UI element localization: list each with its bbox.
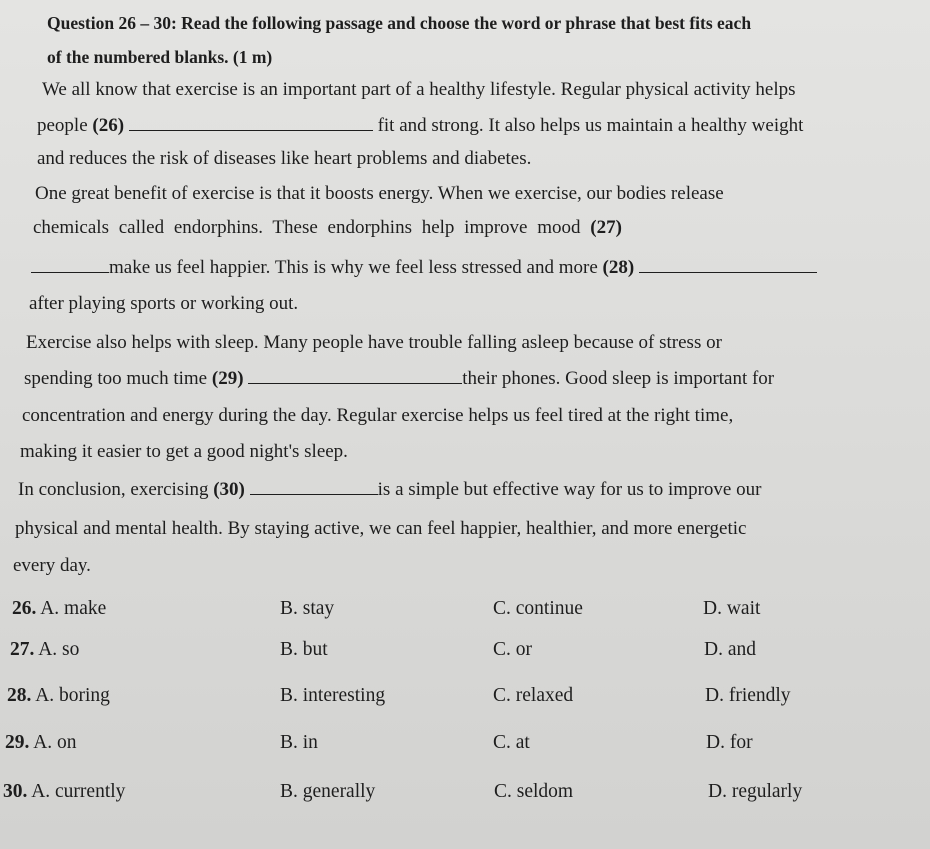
option-28-a[interactable]: A. boring: [35, 685, 110, 706]
option-26-a[interactable]: A. make: [40, 598, 107, 619]
passage-line: after playing sports or working out.: [29, 293, 299, 314]
passage-line-26: [37, 114, 803, 138]
blank-number-29: (29): [211, 368, 244, 389]
passage-line: We all know that exercise is an important part of a healthy lifestyle. Regular physical activity helps: [42, 79, 796, 100]
passage-line-30: [18, 478, 761, 502]
option-27-b[interactable]: B. but: [280, 639, 328, 660]
passage-line: every day.: [13, 555, 91, 576]
question-28-number: 28. A. boring: [7, 685, 110, 706]
option-29-b[interactable]: B. in: [280, 732, 318, 753]
question-30-number: 30. A. currently: [3, 781, 126, 802]
passage-text: spending too much time: [24, 368, 208, 389]
passage-text: people: [37, 115, 88, 136]
option-30-a[interactable]: A. currently: [31, 781, 126, 802]
blank-29: [248, 367, 462, 384]
option-29-a[interactable]: A. on: [33, 732, 77, 753]
passage-text: In conclusion, exercising: [18, 479, 209, 500]
option-28-b[interactable]: B. interesting: [280, 685, 386, 706]
passage-line: concentration and energy during the day. Regular exercise helps us feel tired at the right time,: [22, 405, 734, 426]
option-28-c[interactable]: C. relaxed: [493, 685, 574, 706]
passage-text: their phones. Good sleep is important for: [462, 368, 775, 389]
passage-line: making it easier to get a good night's sleep.: [20, 441, 348, 462]
question-heading-line-1: Question 26 – 30: Read the following passage and choose the word or phrase that best fits each: [47, 13, 752, 33]
question-heading-line-2: of the numbered blanks. (1 m): [47, 47, 273, 67]
question-29-number: 29. A. on: [5, 732, 77, 753]
question-26-number: 26. A. make: [12, 598, 107, 619]
option-26-c[interactable]: C. continue: [493, 598, 583, 619]
blank-number-27: (27): [590, 217, 622, 238]
blank-number-28: (28): [602, 257, 635, 278]
blank-28: [639, 256, 817, 273]
passage-line: One great benefit of exercise is that it boosts energy. When we exercise, our bodies release: [35, 183, 724, 204]
passage-line-27: [33, 216, 622, 240]
passage-line: physical and mental health. By staying active, we can feel happier, healthier, and more energetic: [15, 518, 747, 539]
blank-27: [31, 256, 109, 273]
question-27-number: 27. A. so: [10, 639, 80, 660]
passage-text: chemicals called endorphins. These endorphins help improve mood: [33, 217, 581, 238]
option-26-b[interactable]: B. stay: [280, 598, 335, 619]
passage-line: and reduces the risk of diseases like heart problems and diabetes.: [37, 148, 532, 169]
option-29-d[interactable]: D. for: [706, 732, 753, 753]
passage-line: Exercise also helps with sleep. Many people have trouble falling asleep because of stress or: [26, 332, 722, 353]
passage-text: is a simple but effective way for us to improve our: [377, 479, 762, 500]
option-26-d[interactable]: D. wait: [703, 598, 761, 619]
option-27-a[interactable]: A. so: [38, 639, 80, 660]
passage-text: fit and strong. It also helps us maintain a healthy weight: [377, 115, 804, 136]
passage-text: make us feel happier. This is why we feel less stressed and more: [109, 257, 598, 278]
blank-30: [250, 478, 378, 495]
option-28-d[interactable]: D. friendly: [705, 685, 791, 706]
option-29-c[interactable]: C. at: [493, 732, 530, 753]
passage-line-28: [31, 256, 817, 280]
option-30-d[interactable]: D. regularly: [708, 781, 803, 802]
blank-number-26: (26): [92, 115, 125, 136]
passage-line-29: [24, 367, 774, 391]
blank-number-30: (30): [213, 479, 245, 500]
option-27-c[interactable]: C. or: [493, 639, 532, 660]
option-30-c[interactable]: C. seldom: [494, 781, 574, 802]
option-27-d[interactable]: D. and: [704, 639, 756, 660]
option-30-b[interactable]: B. generally: [280, 781, 376, 802]
blank-26: [129, 114, 373, 131]
